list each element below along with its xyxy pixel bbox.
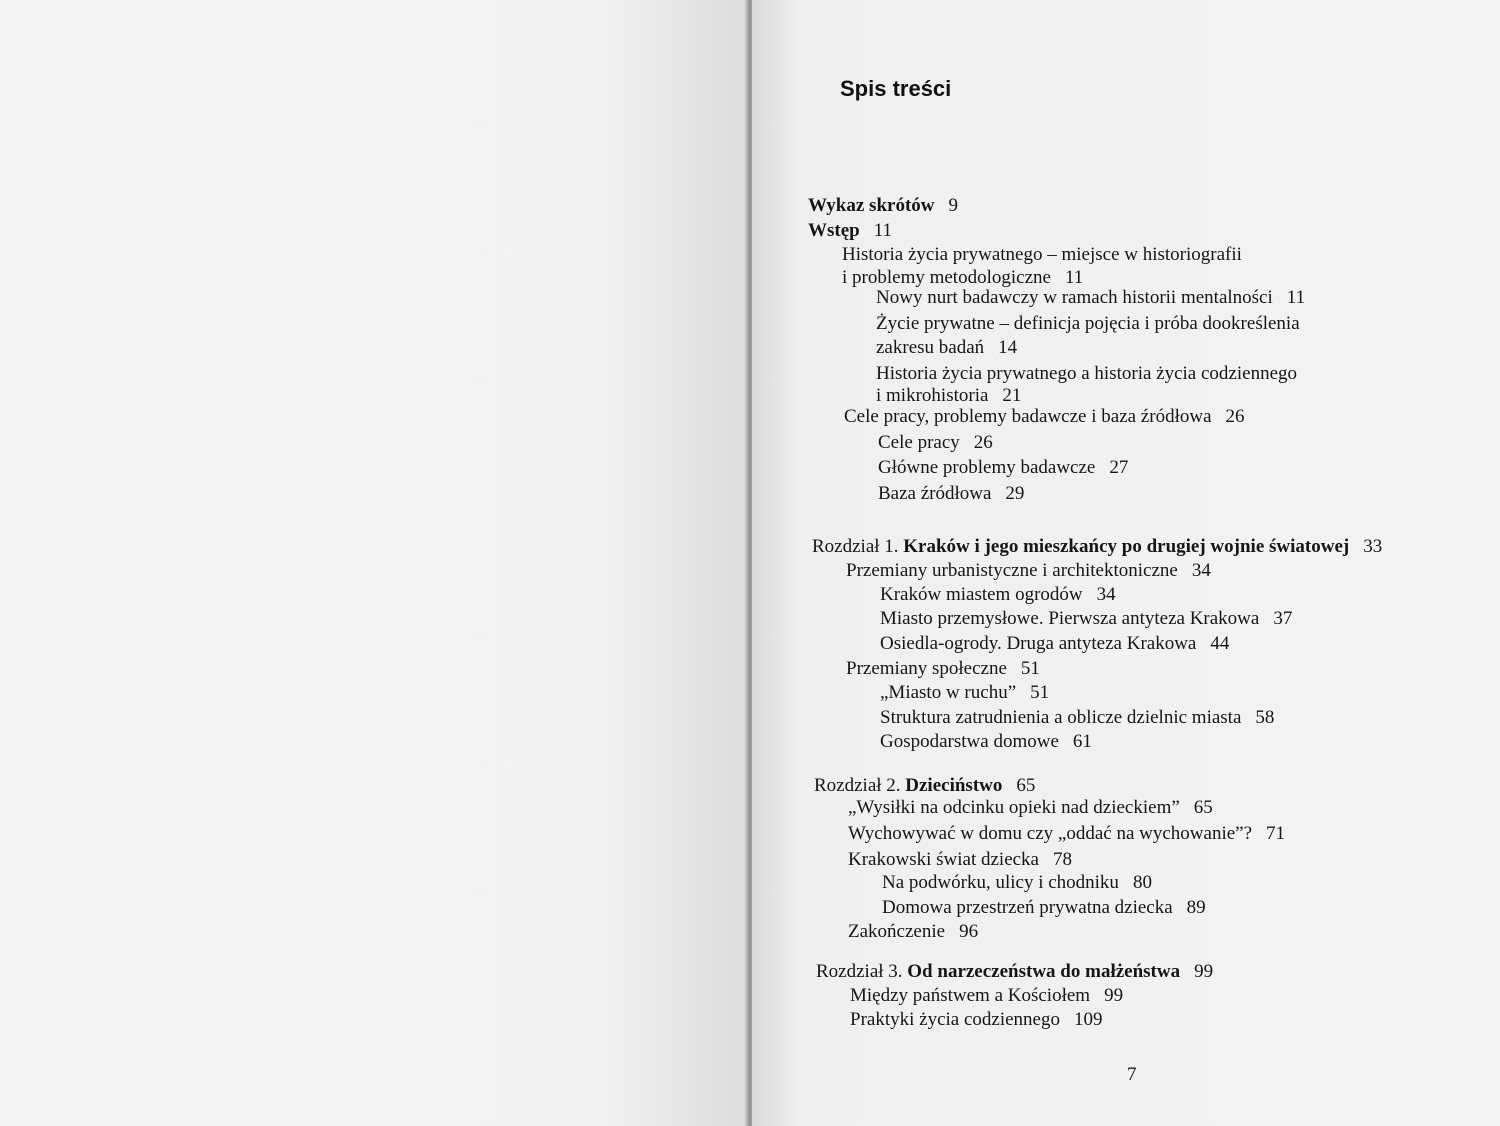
toc-entry: i problemy metodologiczne 11 [842,267,1084,288]
toc-entry: Osiedla-ogrody. Druga antyteza Krakowa 44 [880,633,1230,654]
toc-entry: Krakowski świat dziecka 78 [848,849,1072,870]
toc-entry: Życie prywatne – definicja pojęcia i próba dookreślenia [876,313,1300,334]
toc-entry: Gospodarstwa domowe 61 [880,731,1092,752]
toc-entry: Przemiany społeczne 51 [846,658,1040,679]
toc-entry: Miasto przemysłowe. Pierwsza antyteza Krakowa 37 [880,608,1293,629]
toc-entry: Nowy nurt badawczy w ramach historii mentalności 11 [876,287,1306,308]
toc-entry: „Miasto w ruchu” 51 [880,682,1050,703]
toc-entry: Między państwem a Kościołem 99 [850,985,1124,1006]
toc-chapter: Rozdział 2. Dzieciństwo 65 [814,775,1036,796]
toc-entry: Cele pracy 26 [878,432,993,453]
toc-entry: Zakończenie 96 [848,921,979,942]
toc-entry: Historia życia prywatnego – miejsce w historiografii [842,244,1242,265]
toc-entry: Praktyki życia codziennego 109 [850,1009,1103,1030]
toc-entry: Historia życia prywatnego a historia życia codziennego [876,363,1297,384]
toc-entry: „Wysiłki na odcinku opieki nad dzieckiem” 65 [848,797,1213,818]
toc-chapter: Rozdział 1. Kraków i jego mieszkańcy po drugiej wojnie światowej 33 [812,536,1383,557]
toc-entry: Wykaz skrótów 9 [808,195,958,216]
left-page-blank [0,0,748,1126]
toc-entry: Wychowywać w domu czy „oddać na wychowanie”? 71 [848,823,1286,844]
toc-entry: i mikrohistoria 21 [876,385,1022,406]
toc-entry: Struktura zatrudnienia a oblicze dzielnic miasta 58 [880,707,1275,728]
toc-entry: Cele pracy, problemy badawcze i baza źródłowa 26 [844,406,1245,427]
toc-entry: Główne problemy badawcze 27 [878,457,1129,478]
toc-entry: zakresu badań 14 [876,337,1018,358]
page-number: 7 [1127,1064,1137,1085]
toc-chapter: Rozdział 3. Od narzeczeństwa do małżeństwa 99 [816,961,1214,982]
toc-entry: Przemiany urbanistyczne i architektoniczne 34 [846,560,1211,581]
toc-entry: Domowa przestrzeń prywatna dziecka 89 [882,897,1206,918]
toc-entry: Na podwórku, ulicy i chodniku 80 [882,872,1152,893]
toc-title: Spis treści [840,76,952,101]
toc-entry: Wstęp 11 [808,220,893,241]
toc-entry: Baza źródłowa 29 [878,483,1025,504]
toc-entry: Kraków miastem ogrodów 34 [880,584,1116,605]
